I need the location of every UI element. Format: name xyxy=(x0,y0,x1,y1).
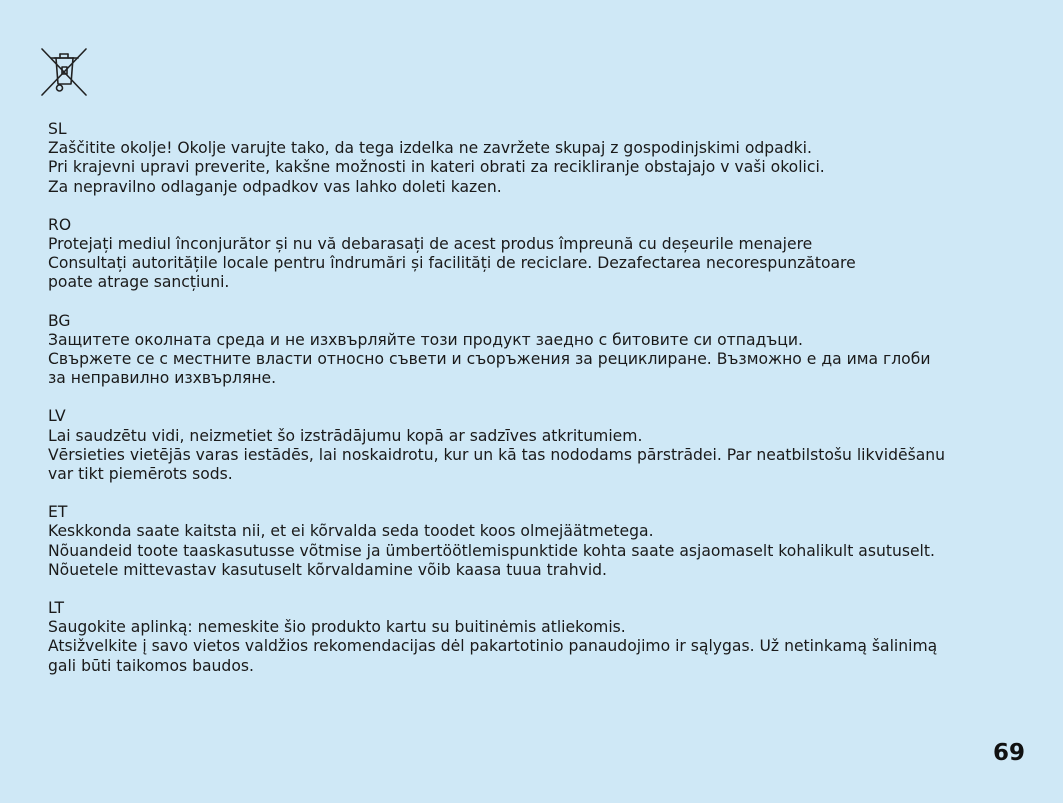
section-ro xyxy=(48,216,1038,293)
language-code: BG xyxy=(48,311,71,330)
text-line: Lai saudzētu vidi, neizmetiet šo izstrādājumu kopā ar sadzīves atkritumiem. xyxy=(48,426,643,445)
section-lv xyxy=(48,407,1038,484)
section-et xyxy=(48,503,1038,580)
page-number: 69 xyxy=(992,740,1025,766)
section-lt xyxy=(48,599,1038,676)
text-line: Protejați mediul înconjurător și nu vă debarasați de acest produs împreună cu deșeurile menajere xyxy=(48,235,813,254)
section-sl xyxy=(48,120,1038,197)
text-line: Nõuandeid toote taaskasutusse võtmise ja ümbertöötlemispunktide kohta saate asjaomaselt kohalikult asutuselt. xyxy=(48,541,935,560)
text-line: Защитете околната среда и не изхвърляйте този продукт заедно с битовите си отпадъци. xyxy=(48,330,804,349)
language-code: LV xyxy=(48,407,66,426)
language-code: ET xyxy=(48,503,68,522)
text-line: Za nepravilno odlaganje odpadkov vas lahko doleti kazen. xyxy=(48,177,502,196)
text-line: Keskkonda saate kaitsta nii, et ei kõrvalda seda toodet koos olmejäätmetega. xyxy=(48,522,654,541)
text-line: Atsižvelkite į savo vietos valdžios rekomendacijas dėl pakartotinio panaudojimo ir sąlygas. Už netinkamą šalinimą xyxy=(48,637,938,656)
text-line: Consultați autoritățile locale pentru îndrumări și facilități de reciclare. Dezafectarea necorespunzătoare xyxy=(48,254,856,273)
language-code: SL xyxy=(48,120,67,138)
text-line: за неправилно изхвърляне. xyxy=(48,369,277,388)
text-line: Свържете се с местните власти относно съвети и съоръжения за рециклиране. Възможно е да има глоби xyxy=(48,350,931,369)
language-code: RO xyxy=(48,215,72,234)
text-line: Pri krajevni upravi preverite, kakšne možnosti in kateri obrati za recikliranje obstajajo v vaši okolici. xyxy=(48,158,825,177)
text-line: poate atrage sancțiuni. xyxy=(48,273,230,292)
disposal-notice xyxy=(48,120,1038,695)
text-line: Zaščitite okolje! Okolje varujte tako, da tega izdelka ne zavržete skupaj z gospodinjskimi odpadki. xyxy=(48,139,812,158)
text-line: Nõuetele mittevastav kasutuselt kõrvaldamine võib kaasa tuua trahvid. xyxy=(48,560,608,579)
text-line: Vērsieties vietējās varas iestādēs, lai noskaidrotu, kur un kā tas nododams pārstrādei. Par neatbilstošu likvidēšanu xyxy=(48,445,946,464)
text-line: Saugokite aplinką: nemeskite šio produkto kartu su buitinėmis atliekomis. xyxy=(48,618,626,637)
crossed-out-wheelie-bin-icon xyxy=(38,44,90,98)
section-bg xyxy=(48,312,1038,389)
text-line: var tikt piemērots sods. xyxy=(48,465,233,484)
text-line: gali būti taikomos baudos. xyxy=(48,656,254,675)
language-code: LT xyxy=(48,599,65,618)
